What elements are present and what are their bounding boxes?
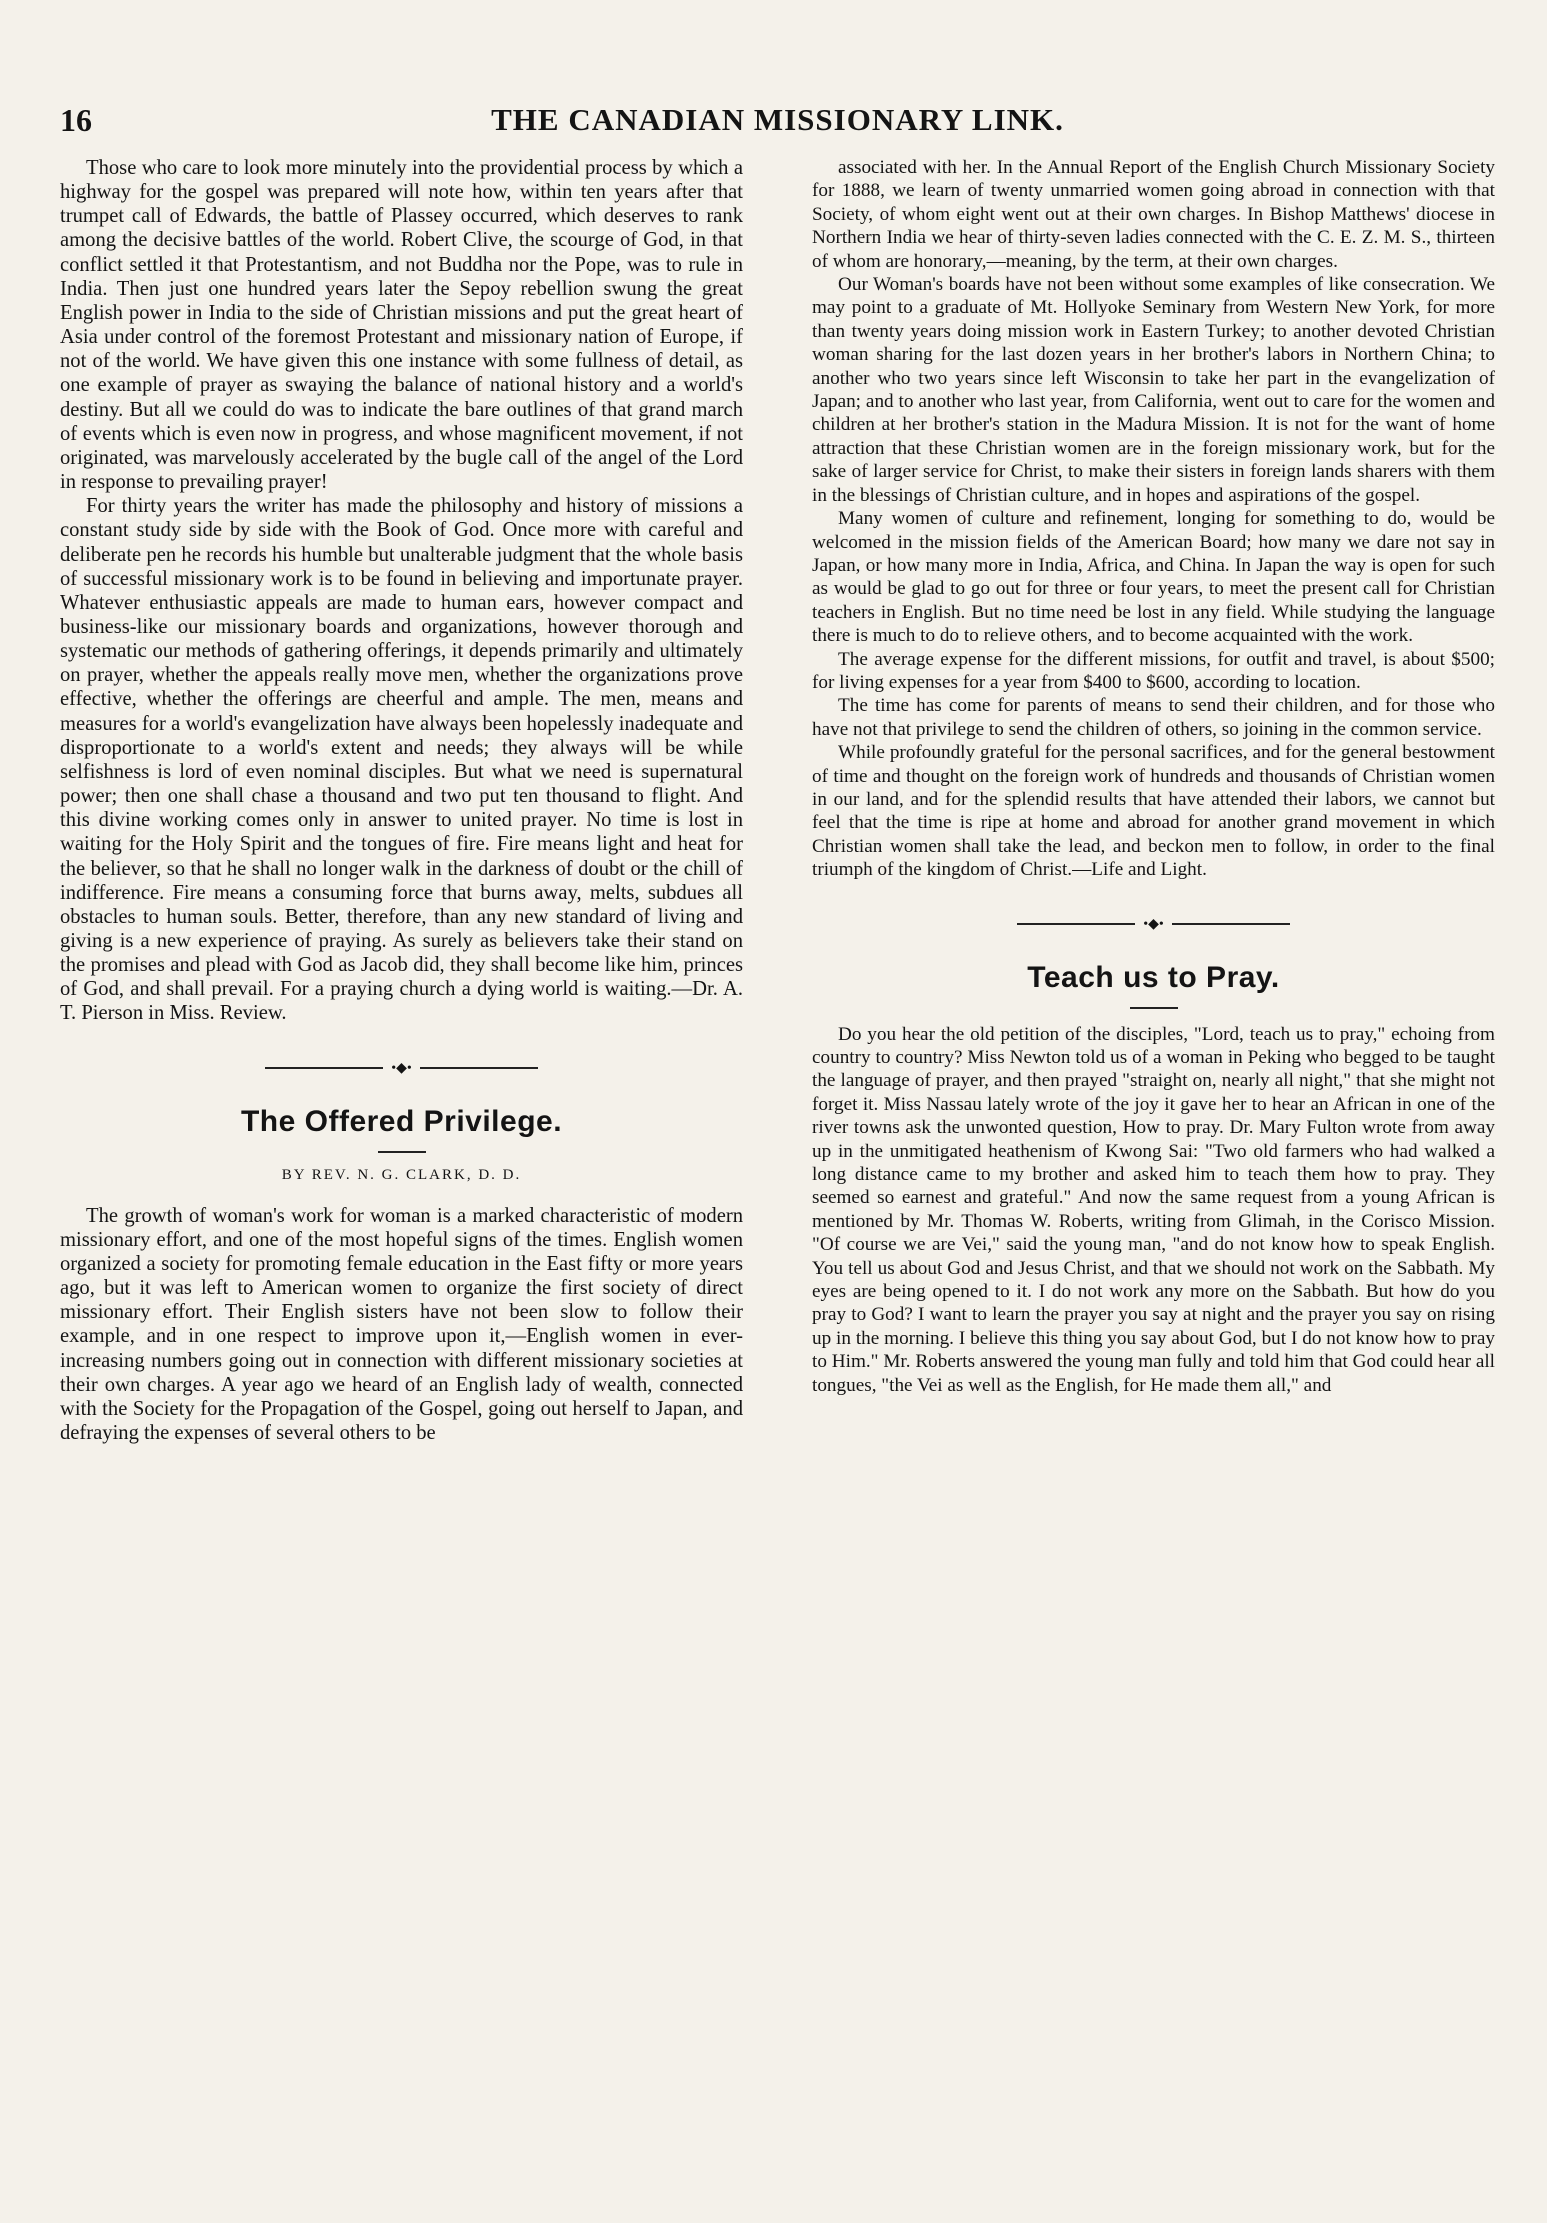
article-divider: [60, 1060, 743, 1077]
two-column-body: [60, 156, 1495, 1445]
page-number: 16: [60, 102, 92, 138]
offered-privilege-title: The Offered Privilege.: [240, 1104, 563, 1138]
pierson-paragraph-2: For thirty years the writer has made the philosophy and history of missions a constant study side by side with the Book of God. Once more with careful and deliberate pen he records his humble but unalterable judgment that the whole basis of successful missionary work is to be found in believing and importunate prayer. Whatever enthusiastic appeals are made to human ears, however compact and business-like our missionary boards and organizations, however thorough and systematic our methods of gathering offerings, it depends primarily and ultimately on prayer, whether the appeals really move men, whether the organizations prove effective, whether the offerings are cheerful and ample. The men, means and measures for a world's evangelization have always been hopelessly inadequate and disproportionate to a world's extent and needs; they always will be while selfishness is lord of even nominal disciples. But what we need is supernatural power; then one shall chase a thousand and two put ten thousand to flight. And this divine working comes only in answer to united prayer. No time is lost in waiting for the Holy Spirit and the tongues of fire. Fire means light and heat for the believer, so that he shall no longer walk in the darkness of doubt or the chill of indifference. Fire means a consuming force that burns away, melts, subdues all obstacles to human souls. Better, therefore, than any new standard of living and giving is a new experience of praying. As surely as believers take their stand on the promises and plead with God as Jacob did, they shall become like him, princes of God, and shall prevail. For a praying church a dying world is waiting.—Dr. A. T. Pierson in Miss. Review.: [60, 495, 743, 1025]
article-divider: [812, 916, 1495, 933]
clark-paragraph-5: The time has come for parents of means to send their children, and for those who have not that privilege to send the children of others, so joining in the common service.: [812, 695, 1495, 740]
divider-ornament-icon: •◆•: [391, 1060, 412, 1076]
divider-rule: [1172, 923, 1290, 925]
divider-rule: [265, 1067, 383, 1069]
clark-paragraph-6: While profoundly grateful for the personal sacrifices, and for the general bestowment of time and thought on the foreign work of hundreds and thousands of Christian women in our land, and for the splendid results that have attended their labors, we cannot but feel that the time is ripe at home and abroad for another grand movement in which Christian women shall take the lead, and beckon men to follow, in order to the final triumph of the kingdom of Christ.—Life and Light.: [812, 742, 1495, 881]
pierson-paragraph-1: Those who care to look more minutely into the providential process by which a highway for the gospel was prepared will note how, within ten years after that trumpet call of Edwards, the battle of Plassey occurred, which deserves to rank among the decisive battles of the world. Robert Clive, the scourge of God, in that conflict settled it that Protestantism, and not Buddha nor the Pope, was to rule in India. Then just one hundred years later the Sepoy rebellion swung the great English power in India to the side of Christian missions and put the great heart of Asia under control of the foremost Protestant and missionary nation of Europe, if not of the world. We have given this one instance with some fullness of detail, as one example of prayer as swaying the balance of national history and a world's destiny. But all we could do was to indicate the bare outlines of that grand march of events which is even now in progress, and whose magnificent movement, if not originated, was marvelously accelerated by the bugle call of the angel of the Lord in response to prevailing prayer!: [60, 157, 743, 494]
title-underline: [1130, 1007, 1178, 1009]
running-head: [60, 92, 1495, 142]
right-column: [812, 156, 1495, 1445]
title-underline: [378, 1151, 426, 1153]
divider-ornament-icon: •◆•: [1143, 916, 1164, 932]
teach-us-to-pray-paragraph-1: Do you hear the old petition of the disciples, "Lord, teach us to pray," echoing from country to country? Miss Newton told us of a woman in Peking who begged to be taught the language of prayer, and then prayed "straight on, nearly all night," that she might not forget it. Miss Nassau lately wrote of the joy it gave her to hear an African in one of the river towns ask the unwonted question, How to pray. Dr. Mary Fulton wrote from away up in the unmitigated heathenism of Kwong Sai: "Two old farmers who had walked a long distance came to my brother and asked him to teach them how to pray. They seemed so earnest and grateful." And now the same request from a young African is mentioned by Mr. Thomas W. Roberts, writing from Glimah, in the Corisco Mission. "Of course we are Vei," said the young man, "and do not know how to speak English. You tell us about God and Jesus Christ, and that we should not work on the Sabbath. My eyes are being opened to it. I do not work any more on the Sabbath. But how do you pray to God? I want to learn the prayer you say at night and the prayer you say on rising up in the morning. I believe this thing you say about God, but I do not know how to pray to Him." Mr. Roberts answered the young man fully and told him that God could hear all tongues, "the Vei as well as the English, for He made them all," and: [812, 1023, 1495, 1396]
offered-privilege-byline: BY REV. N. G. CLARK, D. D.: [281, 1166, 522, 1183]
divider-rule: [1017, 923, 1135, 925]
clark-paragraph-2: Our Woman's boards have not been without some examples of like consecration. We may point to a graduate of Mt. Hollyoke Seminary from Western New York, for more than twenty years doing mission work in Eastern Turkey; to another devoted Christian woman sharing for the last dozen years in her brother's labors in Northern China; to another who two years since left Wisconsin to take her part in the evangelization of Japan; and to another who last year, from California, went out to care for the women and children at her brother's station in the Madura Mission. It is not for the want of home attraction that these Christian women are in the foreign missionary work, but for the sake of larger service for Christ, to make their sisters in foreign lands sharers with them in the blessings of Christian culture, and in hopes and aspirations of the gospel.: [812, 274, 1495, 506]
left-column: [60, 156, 743, 1445]
clark-paragraph-3: Many women of culture and refinement, longing for something to do, would be welcomed in the mission fields of the American Board; how many we dare not say in Japan, or how many more in India, Africa, and China. In Japan the way is open for such as would be glad to go out for three or four years, to meet the present call for Christian teachers in English. But no time need be lost in any field. While studying the language there is much to do to relieve others, and to become acquainted with the work.: [812, 508, 1495, 647]
clark-paragraph-4: The average expense for the different missions, for outfit and travel, is about $500; for living expenses for a year from $400 to $600, according to location.: [812, 648, 1495, 693]
teach-us-to-pray-title: Teach us to Pray.: [1027, 960, 1280, 994]
clark-paragraph-1: associated with her. In the Annual Report of the English Church Missionary Society for 1888, we learn of twenty unmarried women going abroad in connection with that Society, of whom eight went out at their own charges. In Bishop Matthews' diocese in Northern India we hear of thirty-seven ladies connected with the C. E. Z. M. S., thirteen of whom are honorary,—meaning, by the term, at their own charges.: [812, 157, 1495, 272]
offered-privilege-paragraph-1: The growth of woman's work for woman is a marked characteristic of modern missionary effort, and one of the most hopeful signs of the times. English women organized a society for promoting female education in the East fifty or more years ago, but it was left to American women to organize the first society of direct missionary effort. Their English sisters have not been slow to follow their example, and in one respect to improve upon it,—English women in ever-increasing numbers going out in connection with different missionary societies at their own charges. A year ago we heard of an English lady of wealth, connected with the Society for the Propagation of the Gospel, going out herself to Japan, and defraying the expenses of several others to be: [60, 1204, 743, 1445]
journal-title: THE CANADIAN MISSIONARY LINK.: [491, 102, 1064, 137]
divider-rule: [420, 1067, 538, 1069]
